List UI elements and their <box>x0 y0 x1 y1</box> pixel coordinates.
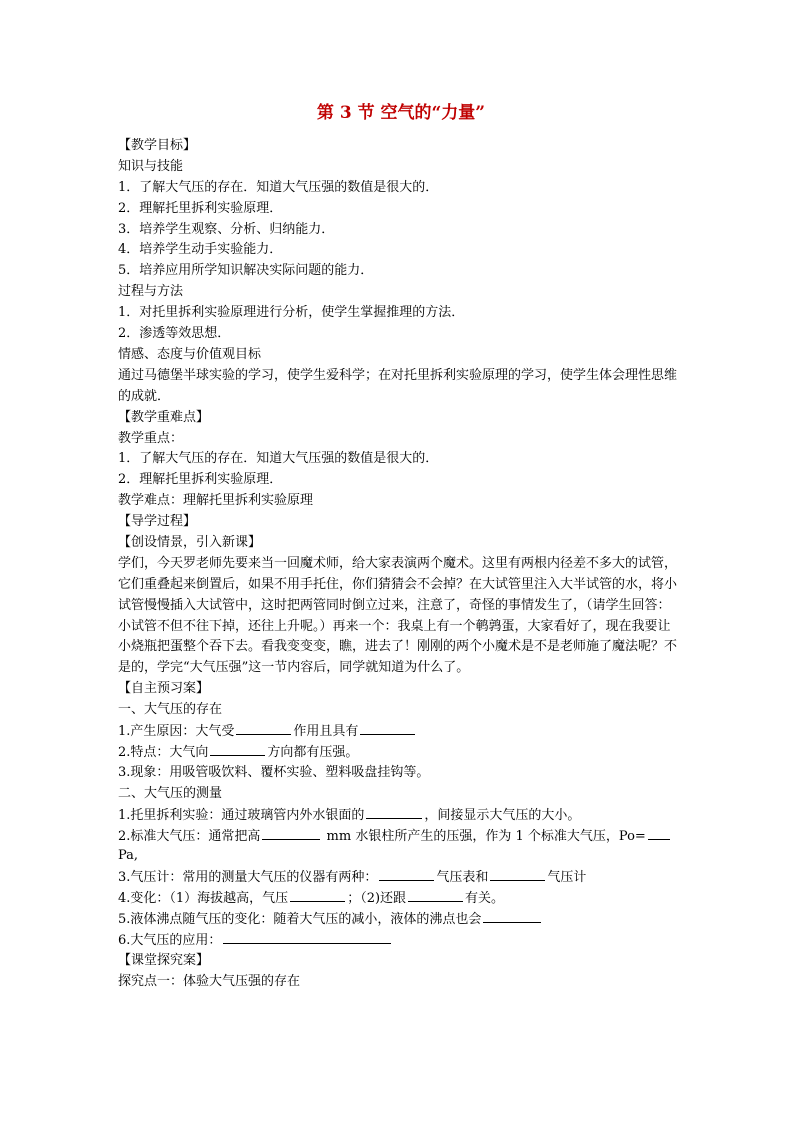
section-header-key-points: 【教学重难点】 <box>118 409 210 425</box>
subheader-process: 过程与方法 <box>118 284 184 300</box>
preview-line: 2.特点：大气向 方向都有压强。 <box>118 742 678 763</box>
intro-header: 【创设情景，引入新课】 <box>118 534 262 550</box>
page-title: 第 3 节 空气的“力量” <box>316 103 486 123</box>
explore-point: 探究点一：体验大气压强的存在 <box>118 973 301 989</box>
fill-blank[interactable] <box>262 826 320 840</box>
section-header-preview: 【自主预习案】 <box>118 681 210 697</box>
subheader-knowledge: 知识与技能 <box>118 158 184 174</box>
section-header-goals: 【教学目标】 <box>118 138 197 153</box>
knowledge-item: 1．了解大气压的存在．知道大气压强的数值是很大的． <box>118 179 439 195</box>
difficulty-line: 教学难点：理解托里拆利实验原理 <box>118 493 314 509</box>
process-item: 2．渗透等效思想． <box>118 326 231 342</box>
section-header-explore: 【课堂探究案】 <box>118 952 210 968</box>
fill-blank[interactable] <box>236 721 291 735</box>
fill-blank[interactable] <box>366 805 422 819</box>
document-page <box>118 102 678 993</box>
fill-blank[interactable] <box>290 888 345 902</box>
preview-line: 3.现象：用吸管吸饮料、覆杯实验、塑料吸盘挂钩等。 <box>118 764 430 780</box>
knowledge-item: 5．培养应用所学知识解决实际问题的能力． <box>118 263 374 279</box>
preview-line: Pa, <box>118 848 139 864</box>
preview-line: 1.产生原因：大气受 作用且具有 <box>118 721 678 742</box>
focus-item: 2．理解托里拆利实验原理． <box>118 472 283 488</box>
preview-line: 1.托里拆利实验：通过玻璃管内外水银面的 ，间接显示大气压的大小。 <box>118 805 678 826</box>
preview-line: 6.大气压的应用： <box>118 930 678 951</box>
intro-paragraph: 学们，今天罗老师先要来当一回魔术师，给大家表演两个魔术。这里有两根内径差不多大的试管，它们重叠起来倒置后，如果不用手托住，你们猜猜会不会掉？在大试管里注入大半试管的水，将小试管慢慢插入大试管中，这时把两管同时倒立过来，注意了，奇怪的事情发生了，（请学生回答：小试管不但不往下掉，还往上升呢。）再来一个：我桌上有一个鹌鹑蛋，大家看好了，现在我要让小烧瓶把蛋整个吞下去。看我变变变，瞧，进去了！刚刚的两个小魔术是不是老师施了魔法呢？不是的，学完“大气压强”这一节内容后，同学就知道为什么了。 <box>118 555 678 676</box>
fill-blank[interactable] <box>490 867 545 881</box>
focus-label: 教学重点： <box>118 430 184 446</box>
preview-subsection: 一、大气压的存在 <box>118 702 223 718</box>
knowledge-item: 3．培养学生观察、分析、归纳能力． <box>118 221 335 237</box>
subheader-emotion: 情感、态度与价值观目标 <box>118 346 262 362</box>
fill-blank[interactable] <box>210 742 265 756</box>
fill-blank[interactable] <box>379 867 434 881</box>
process-item: 1．对托里拆利实验原理进行分析，使学生掌握推理的方法． <box>118 305 465 321</box>
fill-blank[interactable] <box>483 909 541 923</box>
preview-line: 4.变化：（1）海拔越高，气压 ；（2)还跟 有关。 <box>118 888 678 909</box>
fill-blank[interactable] <box>223 930 391 944</box>
fill-blank[interactable] <box>360 721 415 735</box>
knowledge-item: 2．理解托里拆利实验原理． <box>118 200 283 216</box>
section-header-process: 【导学过程】 <box>118 514 197 530</box>
preview-subsection: 二、大气压的测量 <box>118 785 223 801</box>
emotion-paragraph: 通过马德堡半球实验的学习，使学生爱科学；在对托里拆利实验原理的学习，使学生体会理性思维的成就． <box>118 367 678 404</box>
preview-line: 2.标准大气压：通常把高 mm 水银柱所产生的压强，作为 1 个标准大气压，Po= <box>118 826 678 847</box>
preview-line: 5.液体沸点随气压的变化：随着大气压的减小，液体的沸点也会 <box>118 909 678 930</box>
fill-blank[interactable] <box>408 888 463 902</box>
focus-item: 1．了解大气压的存在．知道大气压强的数值是很大的． <box>118 451 439 467</box>
fill-blank[interactable] <box>648 826 670 840</box>
knowledge-item: 4．培养学生动手实验能力． <box>118 242 283 258</box>
preview-line: 3.气压计：常用的测量大气压的仪器有两种： 气压表和 气压计 <box>118 867 678 888</box>
